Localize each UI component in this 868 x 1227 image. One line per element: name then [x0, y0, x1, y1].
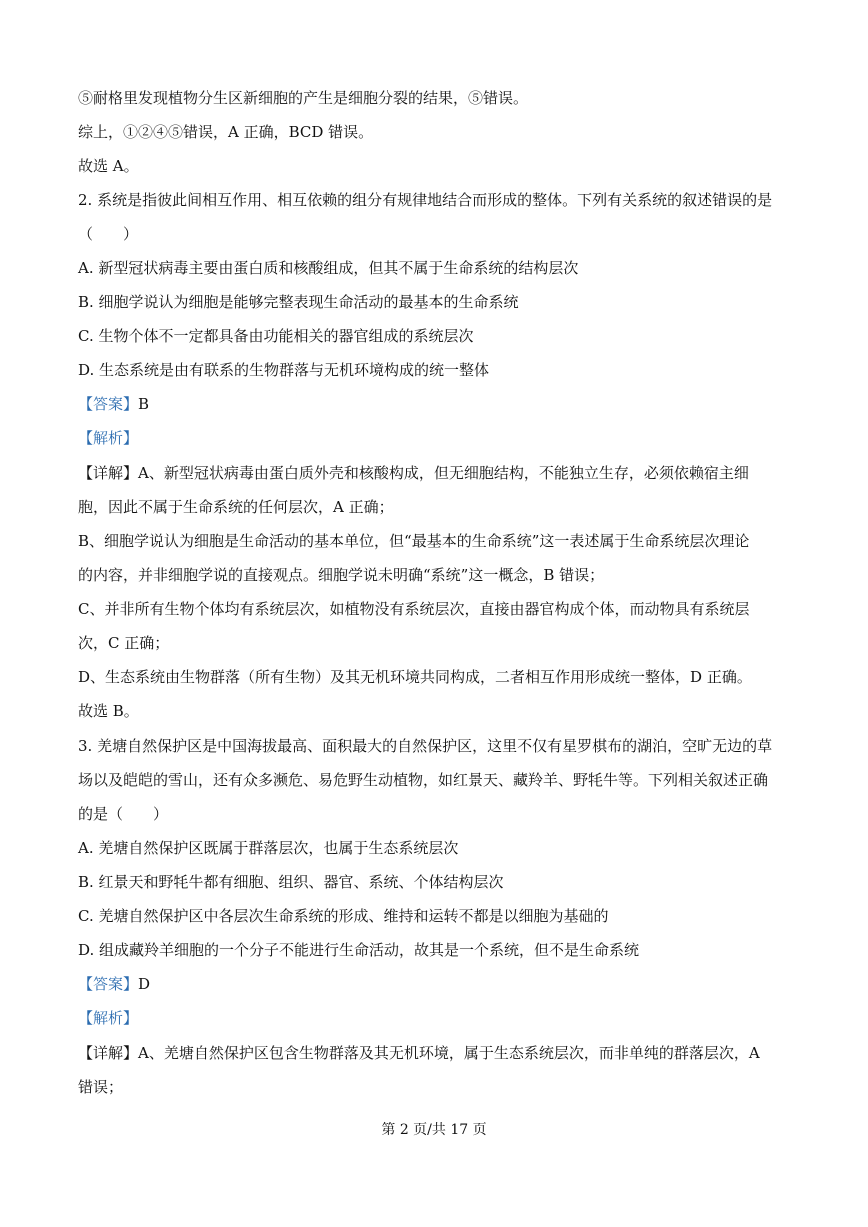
- question-3-option-d: D. 组成藏羚羊细胞的一个分子不能进行生命活动，故其是一个系统，但不是生命系统: [78, 941, 640, 959]
- question-2-analysis: [78, 428, 790, 448]
- analysis-tag: 【解析】: [78, 1009, 139, 1027]
- question-2-option-b: B. 细胞学说认为细胞是能够完整表现生命活动的最基本的生命系统: [78, 293, 519, 311]
- question-3-answer: [78, 974, 790, 994]
- page-footer: 第 2 页/共 17 页: [381, 1122, 487, 1138]
- question-3-analysis: [78, 1008, 790, 1028]
- question-3-option-c: C. 羌塘自然保护区中各层次生命系统的形成、维持和运转不都是以细胞为基础的: [78, 907, 609, 925]
- question-2-answer: [78, 394, 790, 414]
- text-line: 故选 A。: [78, 157, 139, 175]
- question-3-stem: 3. 羌塘自然保护区是中国海拔最高、面积最大的自然保护区，这里不仅有星罗棋布的湖泊，空旷无边的草: [78, 737, 773, 755]
- question-2-option-c: C. 生物个体不一定都具备由功能相关的器官组成的系统层次: [78, 327, 474, 345]
- detail-text: A、新型冠状病毒由蛋白质外壳和核酸构成，但无细胞结构，不能独立生存，必须依赖宿主细: [138, 464, 749, 482]
- question-3-option-b: B. 红景天和野牦牛都有细胞、组织、器官、系统、个体结构层次: [78, 873, 504, 891]
- text-line: C、并非所有生物个体均有系统层次，如植物没有系统层次，直接由器官构成个体，而动物具有系统层: [78, 600, 750, 618]
- text-line: 场以及皑皑的雪山，还有众多濒危、易危野生动植物，如红景天、藏羚羊、野牦牛等。下列相关叙述正确: [78, 771, 769, 789]
- question-2-stem: 2. 系统是指彼此间相互作用、相互依赖的组分有规律地结合而形成的整体。下列有关系统的叙述错误的是: [78, 191, 773, 209]
- text-line: 故选 B。: [78, 702, 139, 720]
- text-line: 胞，因此不属于生命系统的任何层次，A 正确；: [78, 498, 394, 516]
- text-line: ⑤耐格里发现植物分生区新细胞的产生是细胞分裂的结果，⑤错误。: [78, 89, 529, 107]
- text-line: B、细胞学说认为细胞是生命活动的基本单位，但“最基本的生命系统”这一表述属于生命系统层次理论: [78, 532, 750, 550]
- answer-value: D: [138, 975, 151, 993]
- question-3-option-a: A. 羌塘自然保护区既属于群落层次，也属于生态系统层次: [78, 839, 459, 857]
- answer-tag: 【答案】: [78, 395, 139, 413]
- text-line: 综上，①②④⑤错误，A 正确，BCD 错误。: [78, 123, 374, 141]
- question-3-detail: [78, 1043, 790, 1063]
- text-line: D、生态系统由生物群落（所有生物）及其无机环境共同构成，二者相互作用形成统一整体，D 正确。: [78, 668, 752, 686]
- detail-text: A、羌塘自然保护区包含生物群落及其无机环境，属于生态系统层次，而非单纯的群落层次，A: [138, 1044, 760, 1062]
- question-2-detail: [78, 463, 790, 483]
- question-2-option-a: A. 新型冠状病毒主要由蛋白质和核酸组成，但其不属于生命系统的结构层次: [78, 259, 579, 277]
- question-2-bracket: （ ）: [78, 225, 139, 243]
- question-2-option-d: D. 生态系统是由有联系的生物群落与无机环境构成的统一整体: [78, 361, 490, 379]
- detail-tag: 【详解】: [78, 1044, 139, 1062]
- detail-tag: 【详解】: [78, 464, 139, 482]
- answer-value: B: [138, 395, 150, 413]
- text-line: 错误；: [78, 1078, 124, 1096]
- text-line: 的内容，并非细胞学说的直接观点。细胞学说未明确“系统”这一概念，B 错误；: [78, 566, 605, 584]
- question-3-bracket: 的是（ ）: [78, 805, 169, 823]
- analysis-tag: 【解析】: [78, 429, 139, 447]
- text-line: 次，C 正确；: [78, 634, 170, 652]
- answer-tag: 【答案】: [78, 975, 139, 993]
